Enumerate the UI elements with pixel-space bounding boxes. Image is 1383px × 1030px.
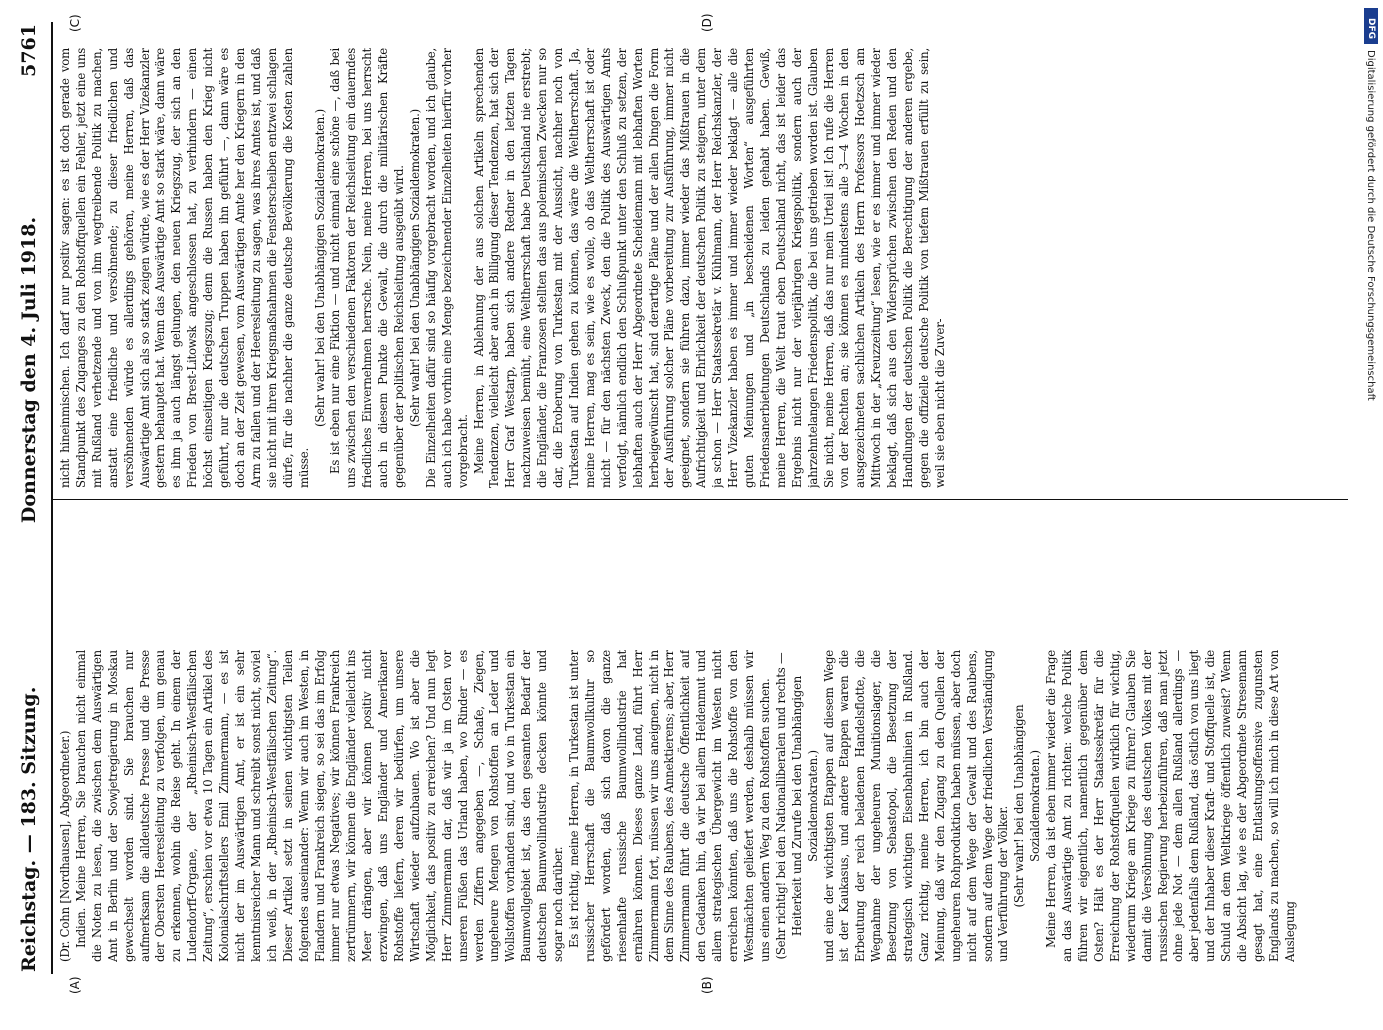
speaker-line: (Dr. Cohn [Nordhausen], Abgeordneter.) xyxy=(58,730,72,962)
header-center: Donnerstag den 4. Juli 1918. xyxy=(18,216,40,524)
paragraph: Es ist eben nur eine Fiktion — und nicht einmal eine schöne —, daß bei uns zwischen den verschiedenen Faktoren der Reichsleitung ein dauerndes friedliches Einvernehmen herrsche. Nein, meine Herren, bei uns herrscht auch in diesem Punkte die Gewalt, die durch die militärischen Kräfte gegenüber der politischen Reichsleitung ausgeübt wird. xyxy=(328,48,407,488)
interjection: (Sehr wahr! bei den Unabhängigen Sozialdemokraten.) xyxy=(407,108,422,428)
margin-marker-a: (A) xyxy=(68,976,82,994)
paragraph: Indien. Meine Herren, Sie brauchen nicht einmal die Noten zu lesen, die zwischen dem Auswärtigen Amt in Berlin und der Sowjetregierung in Moskau gewechselt worden sind. Sie brauchen nur aufmerksam die alldeutsche Presse und die Presse der Obersten Heeresleitung zu verfolgen, um genau zu erkennen, wohin die Reise geht. In einem der Ludendorff-Organe, der „Rheinisch-Westfälischen Zeitung“, erschien vor etwa 10 Tagen ein Artikel des Kolonialschriftstellers Emil Zimmermann, — es ist nicht der im Auswärtigen Amt, er ist ein sehr kenntnisreicher Mann und schreibt sonst nicht, soviel ich weiß, in der „Rheinisch-Westfälischen Zeitung“. Dieser Artikel setzt in seinen wichtigsten Teilen folgendes auseinander: Wenn wir auch im Westen, in Flandern und Frankreich siegen, so sei das im Erfolg immer nur etwas Negatives; wir können Frankreich zertrümmern, wir können die Engländer vielleicht ins Meer drängen, aber wir können positiv nicht erzwingen, daß uns Engländer und Amerikaner Rohstoffe liefern, deren wir bedürfen, um unsere Wirtschaft wieder aufzubauen. Wo ist aber die Möglichkeit, das positiv zu erreichen? Und nun legt Herr Zimmermann dar, daß wir ja im Osten vor unseren Füßen das Urland haben, wo Rinder — es werden Ziffern angegeben —, Schafe, Ziegen, ungeheure Mengen von Rohstoffen an Leder und Wollstoffen vorhanden sind, und wo in Turkestan ein Baumwollgebiet ist, das den gesamten Bedarf der deutschen Baumwollindustrie decken könnte und sogar noch darüber. xyxy=(73,650,566,962)
interjection: (Sehr wahr! bei den Unabhängigen Sozialdemokraten.) xyxy=(1012,704,1043,908)
margin-marker-b: (B) xyxy=(700,976,714,994)
digitization-note: Digitalisierung gefördert durch die Deutsche Forschungsgemeinschaft xyxy=(1365,50,1376,401)
header-left: Reichstag. — 183. Sitzung. xyxy=(18,686,40,972)
right-column xyxy=(58,48,1338,488)
margin-marker-d: (D) xyxy=(700,13,714,32)
interjection: (Sehr wahr! bei den Unabhängigen Sozialdemokraten.) xyxy=(312,108,327,428)
interjection: (Sehr richtig! bei den Nationalliberalen und rechts — Heiterkeit und Zurufe bei den Unabhängigen Sozialdemokraten.) xyxy=(773,652,820,960)
column-divider xyxy=(53,499,1348,500)
page-number: 5761 xyxy=(18,24,40,77)
paragraph: Es ist richtig, meine Herren, in Turkestan ist unter russischer Herrschaft die Baumwollkultur so gefördert worden, daß sich davon die ganze riesenhafte russische Baumwollindustrie hat ernähren können. Dieses ganze Land, führt Herr Zimmermann fort, müssen wir uns aneignen, nicht in dem Sinne des Raubens, des Annektierens; aber, Herr Zimmermann führt die deutsche Öffentlichkeit auf den Gedanken hin, da wir bei allem Heldenmut und allem strategischen Übergewicht im Westen nicht erreichen könnten, daß uns die Rohstoffe von den Westmächten geliefert werden, deshalb müssen wir uns einen andern Weg zu den Rohstoffen suchen. xyxy=(567,650,772,962)
dfg-logo-icon: DFG xyxy=(1364,8,1378,44)
paragraph: nicht hineinmischen. Ich darf nur positiv sagen: es ist doch gerade vom Standpunkt des Zuganges zu den Rohstoffquellen ein Fehler, jetzt eine uns mit Rußland verhetzende und von ihm wegtreibende Politik zu machen, anstatt eine friedliche und versöhnende; zu dieser friedlichen und versöhnenden würde es allerdings gehören, meine Herren, daß das Auswärtige Amt sich als so stark zeigen würde, wie es der Herr Vizekanzler gestern behauptet hat. Wenn das Auswärtige Amt so stark wäre, dann wäre es ihm ja auch längst gelungen, den neuen Kriegszug, der sich an den Frieden von Brest-Litowsk angeschlossen hat, zu verhindern — einen höchst einseitigen Kriegszug; denn die Russen haben den Krieg nicht geführt, nur die deutschen Truppen haben ihn geführt —, dann wäre es doch an der Zeit gewesen, vom Auswärtigen Amte her den Kriegern in den Arm zu fallen und der Heeresleitung zu sagen, was ihres Amtes ist, und daß sie nicht mit ihren Kriegsmaßnahmen die Fensterscheiben entzwei schlagen dürfe, für die nachher die ganze deutsche Bevölkerung die Kosten zahlen müsse. xyxy=(58,48,311,488)
margin-marker-c: (C) xyxy=(68,14,82,32)
paragraph: Meine Herren, da ist eben immer wieder die Frage an das Auswärtige Amt zu richten: welche Politik führen wir eigentlich, namentlich gegenüber dem Osten? Hält es der Herr Staatssekretär für die Erreichung der Rohstoffquellen wirklich für wichtig, wiederum Kriege am Kriege zu führen? Glauben Sie damit die Versöhnung des deutschen Volkes mit der russischen Regierung herbeizuführen, daß man jetzt ohne jede Not — dem allen Rußland allerdings — aber jedenfalls dem Rußland, das östlich von uns liegt und der Inhaber dieser Kraft- und Stoffquelle ist, die Schuld an dem Weltkriege öffentlich zuweist? Wenn die Absicht lag, wie es der Abgeordnete Stresemann gesagt hat, eine Entlastungsoffensive zugunsten Englands zu machen, so will ich mich in diese Art von Auslegung xyxy=(1044,650,1297,962)
paragraph: Meine Herren, in Ablehnung der aus solchen Artikeln sprechenden Tendenzen, vielleicht aber auch in Billigung dieser Tendenzen, hat sich der Herr Graf Westarp, haben sich andere Redner in den letzten Tagen nachzuweisen bemüht, eine Weltherrschaft habe Deutschland nie erstrebt; die Engländer, die Franzosen stellten das aus polemischen Zwecken nur so dar, die Eroberung von Turkestan mit der Aussicht, nachher noch von Turkestan auf Indien gehen zu können, das wäre die Weltherrschaft. Ja, meine Herren, mag es sein, wie es wolle, ob das Weltherrschaft ist oder nicht — für den nächsten Zweck, den die Politik des Auswärtigen Amts verfolgt, nämlich endlich den Schlußpunkt unter den Schluß zu setzen, der lebhaften auch der Herr Abgeordnete Scheidemann mit lebhaften Worten herbeigewünscht hat, sind derartige Pläne und der allen Dingen die Form der Ausführung solcher Pläne vorbereitung zur Ausführung, immer nicht geeignet, sondern sie führen dazu, immer wieder das Mißtrauen in die Aufrichtigkeit und Ehrlichkeit der deutschen Politik zu steigern, unter dem ja schon — Herr Staatssekretär v. Kühlmann, der Herr Reichskanzler, der Herr Vizekanzler haben es immer und immer wieder beklagt — alle die guten Meinungen und „in bescheidenen Worten“ ausgeführten Friedensanerbietungen Deutschlands zu leiden gehabt haben. Gewiß, meine Herren, die Welt traut eben Deutschland nicht, das ist leider das Ergebnis nicht nur der vierjährigen Kriegspolitik, sondern auch der jahrzehntelangen Friedenspolitik, die bei uns getrieben worden ist. Glauben Sie nicht, meine Herren, daß das nur mein Urteil ist! Ich rufe die Herren von der Rechten an; sie können es mindestens alle 3—4 Wochen in den ausgezeichneten sachlichen Artikeln des Herrn Professors Hoetzsch am Mittwoch in der „Kreuzzeitung“ lesen, wie er es immer und immer wieder beklagt, daß sich aus den Widersprüchen zwischen den Reden und den Handlungen der deutschen Politik die Berechtigung der anderen ergebe, gegen die offizielle deutsche Politik von tiefem Mißtrauen erfüllt zu sein, weil sie eben nicht die Zuver- xyxy=(471,48,947,488)
paragraph: Die Einzelheiten dafür sind so häufig vorgebracht worden, und ich glaube, auch ich habe vorhin eine Menge bezeichnender Einzelheiten hierfür vorher vorgebracht. xyxy=(423,48,470,488)
paragraph: und eine der wichtigsten Etappen auf diesem Wege ist der Kaukasus, und andere Etappen waren die Erbeutung der reich beladenen Handelsflotte, die Wegnahme der ungeheuren Munitionslager, die Besetzung von Sebastopol, die Besetzung der strategisch wichtigen Eisenbahnlinien in Rußland. Ganz richtig, meine Herren, ich bin auch der Meinung, daß wir den Zugang zu den Quellen der ungeheuren Rohproduktion haben müssen, aber doch nicht auf dem Wege der Gewalt und des Raubens, sondern auf dem Wege der friedlichen Verständigung und Verführung der Völker. xyxy=(821,650,1011,962)
left-column xyxy=(58,650,1338,962)
header-rule xyxy=(51,22,53,974)
